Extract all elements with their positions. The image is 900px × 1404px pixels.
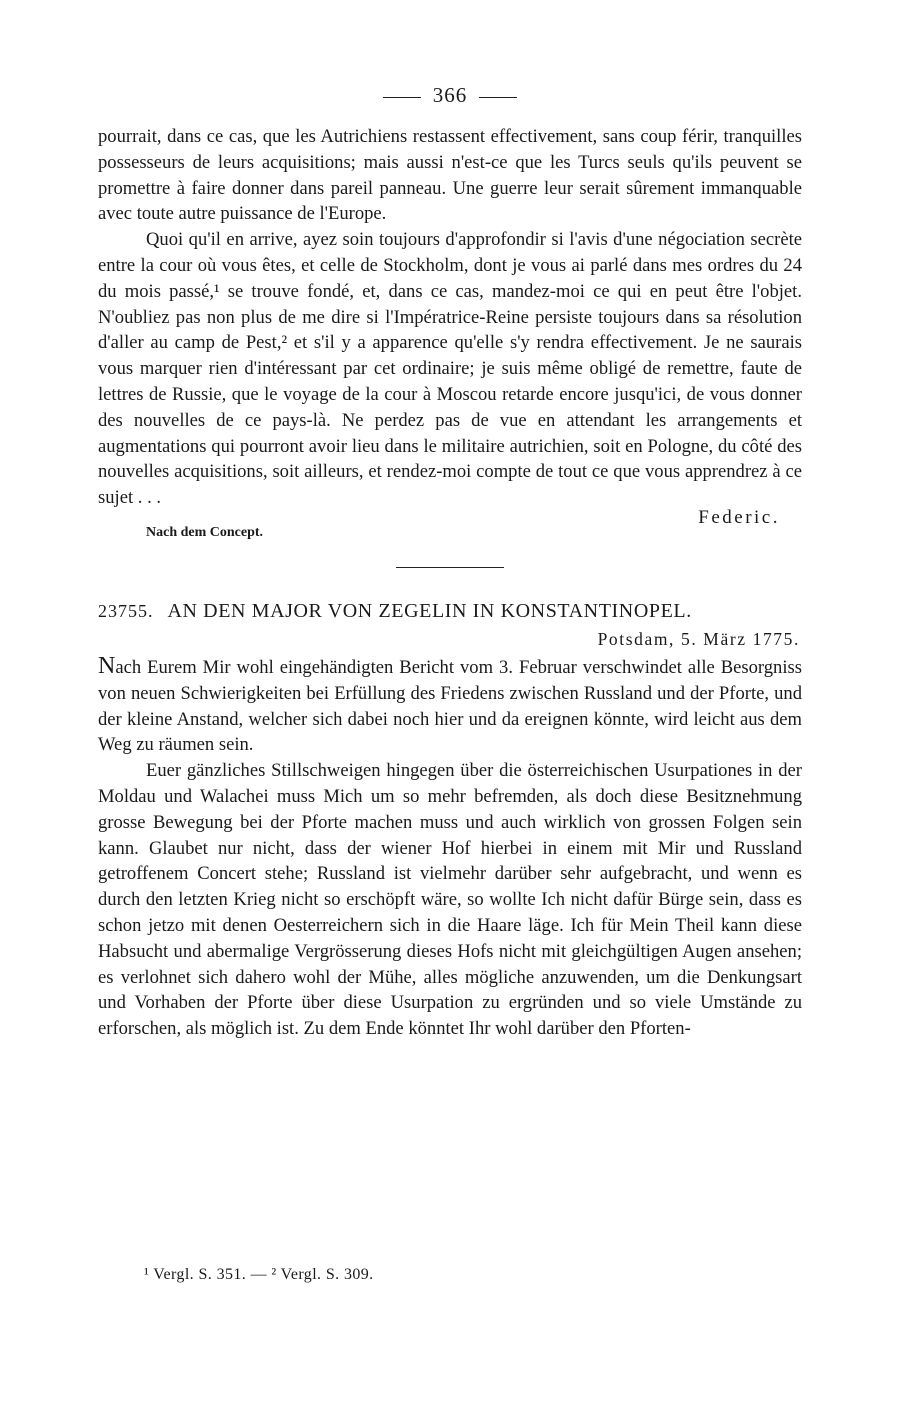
letter-french-paragraph-2: Quoi qu'il en arrive, ayez soin toujours d'approfondir si l'avis d'une négociation secrète entre la cour où vous êtes, et celle de Stockholm, dont je vous ai parlé dans mes ordres du 24 du mois passé,¹ se trouve fondé, et, dans ce cas, mandez-moi ce qui en peut être l'objet. N'oubliez pas non plus de me dire si l'Impératrice-Reine persiste toujours dans sa résolution d'aller au camp de Pest,² et s'il y a apparence qu'elle s'y rendra effectivement. Je ne saurais vous marquer rien d'intéressant par cet ordinaire; je suis même obligé de remettre, faute de lettres de Russie, que le voyage de la cour à Moscou retarde encore jusqu'ici, de vous donner des nouvelles de ce pays-là. Ne perdez pas de vue en attendant les arrangements et augmentations qui pourront avoir lieu dans le militaire autrichien, soit en Pologne, du côté des nouvelles acquisitions, soit ailleurs, et rendez-moi compte de tout ce que vous apprendrez à ce sujet . . . (98, 229, 802, 509)
letter-heading (98, 598, 802, 624)
source-note: Nach dem Concept. (146, 524, 264, 540)
letter-german (98, 654, 802, 1042)
letter-german-paragraph-1 (98, 654, 802, 758)
footnotes: ¹ Vergl. S. 351. — ² Vergl. S. 309. (144, 1266, 374, 1283)
letter-german-paragraph-1-text: ach Eurem Mir wohl eingehändigten Bericht vom 3. Februar verschwindet alle Besorgniss von neuen Schwierigkeiten bei Erfüllung des Friedens zwischen Russland und der Pforte, und der kleine Anstand, welcher sich dabei noch hier und da ereignen könnte, wird leicht aus dem Weg zu räumen sein. (98, 656, 802, 756)
letter-french (98, 124, 802, 557)
letter-german-paragraph-2: Euer gänzliches Stillschweigen hingegen über die österreichischen Usurpationes in der Moldau und Walachei muss Mich um so mehr befremden, als doch diese Besitznehmung grosse Bewegung bei der Pforte machen muss und auch wirklich von grossen Folgen sein kann. Glaubet nur nicht, dass der wiener Hof hierbei in einem mit Mir und Russland getroffenem Concert stehe; Russland ist vielmehr darüber sehr aufgebracht, und wenn es durch den letzten Krieg nicht so erschöpft wäre, so wollte Ich nicht dafür Bürge sein, dass es schon jetzo mit denen Oesterreichern sich in die Haare läge. Ich für Mein Theil kann diese Habsucht und abermalige Vergrösserung dieses Hofs nicht mit gleichgültigen Augen ansehen; es verlohnet sich dahero wohl der Mühe, alles mögliche anzuwenden, um die Denkungsart und Vorhaben der Pforte über diese Usurpation zu ergründen und so viele Umstände zu erforschen, als möglich ist. Zu dem Ende könntet Ihr wohl darüber den Pforten- (98, 760, 802, 1040)
letter-french-closing (98, 506, 802, 557)
header-rule-right (479, 97, 517, 98)
book-page (98, 80, 802, 1380)
section-separator-rule (396, 567, 504, 568)
signature: Federic. (698, 506, 780, 528)
dateline: Potsdam, 5. März 1775. (597, 628, 800, 649)
initial-letter: N (98, 652, 116, 679)
letter-french-paragraph-1: pourrait, dans ce cas, que les Autrichiens restassent effectivement, sans coup férir, tranquilles possesseurs de leurs acquisitions; mais aussi n'est-ce que les Turcs seuls qu'ils peuvent se promettre à faire donner dans pareil panneau. Une guerre leur serait sûrement immanquable avec toute autre puissance de l'Europe. (98, 126, 802, 225)
header-rule-left (383, 97, 421, 98)
letter-recipient: AN DEN MAJOR VON ZEGELIN IN KONSTANTINOPEL. (167, 599, 692, 622)
page-number: 366 (432, 83, 468, 107)
letter-number: 23755. (98, 600, 154, 621)
running-head (98, 80, 802, 110)
